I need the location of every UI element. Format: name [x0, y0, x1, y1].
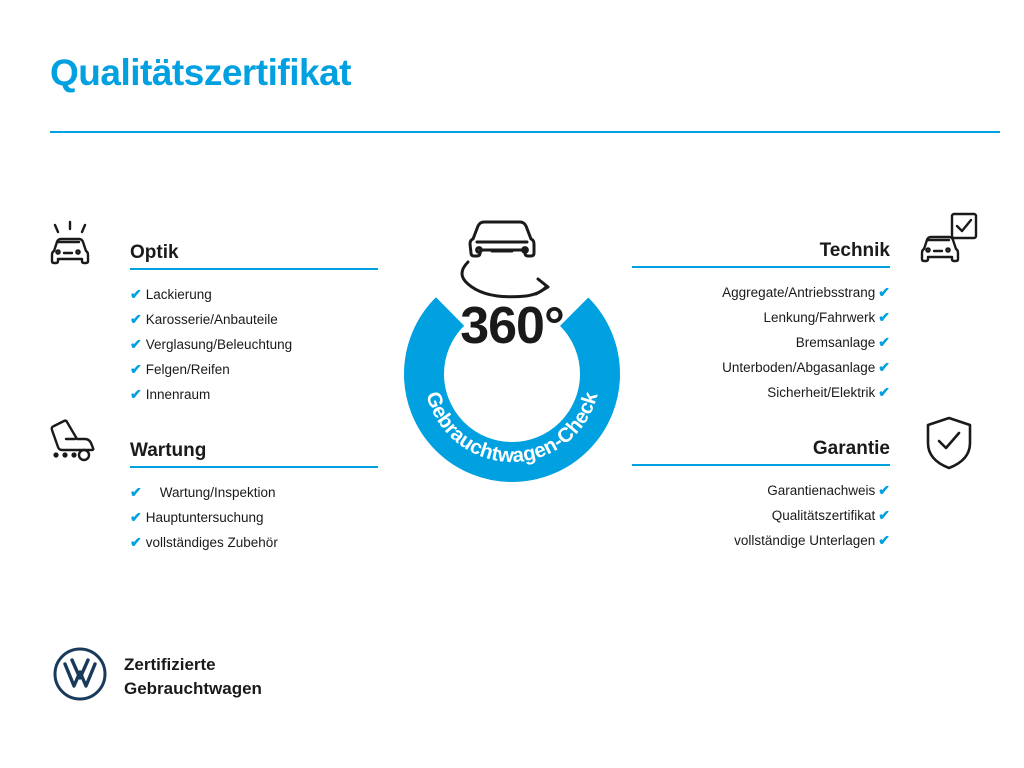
section-items-garantie — [632, 478, 890, 553]
list-item — [632, 528, 890, 553]
list-item — [632, 478, 890, 503]
list-item — [130, 307, 378, 332]
footer-line-1: Zertifizierte — [124, 654, 216, 674]
check-icon: ✔ — [878, 507, 890, 523]
section-optik — [130, 236, 378, 407]
vw-logo-icon — [52, 646, 108, 707]
shield-check-icon — [924, 414, 974, 477]
check-icon: ✔ — [130, 361, 142, 377]
car-lift-icon — [46, 414, 108, 475]
section-technik — [632, 234, 890, 405]
section-divider — [632, 464, 890, 466]
section-divider — [632, 266, 890, 268]
list-item-label: Felgen/Reifen — [145, 362, 230, 377]
check-icon: ✔ — [878, 482, 890, 498]
car-check-icon — [916, 208, 980, 275]
list-item-label: Bremsanlage — [795, 335, 876, 350]
list-item — [632, 330, 890, 355]
check-icon: ✔ — [878, 384, 890, 400]
check-icon: ✔ — [878, 284, 890, 300]
footer-brand — [52, 646, 262, 707]
list-item-label: Unterboden/Abgasanlage — [722, 360, 876, 375]
list-item-label: vollständige Unterlagen — [734, 533, 876, 548]
list-item-label: Karosserie/Anbauteile — [145, 312, 278, 327]
section-garantie — [632, 432, 890, 553]
list-item-label: Wartung/Inspektion — [159, 485, 276, 500]
list-item — [130, 382, 378, 407]
check-icon: ✔ — [130, 484, 142, 500]
list-item — [130, 282, 378, 307]
check-icon: ✔ — [130, 286, 142, 302]
list-item — [130, 505, 378, 530]
section-divider — [130, 268, 378, 270]
list-item — [632, 355, 890, 380]
footer-line-2: Gebrauchtwagen — [124, 678, 262, 698]
list-item-label: Aggregate/Antriebsstrang — [722, 285, 876, 300]
section-items-technik — [632, 280, 890, 405]
list-item — [130, 357, 378, 382]
section-title: Optik — [130, 242, 179, 263]
section-header-wartung — [130, 434, 378, 468]
footer-text — [124, 653, 262, 701]
list-item-label: Hauptuntersuchung — [145, 510, 264, 525]
page-title: Qualitätszertifikat — [50, 52, 351, 93]
section-header-technik — [632, 234, 890, 268]
check-icon: ✔ — [130, 509, 142, 525]
ring-label: Gebrauchtwagen-Check — [421, 388, 603, 468]
check-icon: ✔ — [878, 334, 890, 350]
section-title: Garantie — [812, 438, 890, 459]
list-item — [632, 503, 890, 528]
list-item — [632, 305, 890, 330]
list-item-label: Qualitätszertifikat — [771, 508, 876, 523]
check-badge — [372, 192, 652, 492]
check-icon: ✔ — [130, 386, 142, 402]
list-item — [130, 332, 378, 357]
list-item — [632, 280, 890, 305]
section-header-garantie — [632, 432, 890, 466]
check-icon: ✔ — [878, 532, 890, 548]
check-icon: ✔ — [878, 359, 890, 375]
check-icon: ✔ — [130, 311, 142, 327]
check-icon: ✔ — [130, 534, 142, 550]
badge-value: 360° — [460, 297, 564, 355]
list-item-label: vollständiges Zubehör — [145, 535, 278, 550]
list-item-label: Lenkung/Fahrwerk — [763, 310, 876, 325]
list-item — [130, 530, 378, 555]
list-item-label: Verglasung/Beleuchtung — [145, 337, 293, 352]
section-title: Technik — [819, 240, 890, 261]
section-items-wartung — [130, 480, 378, 555]
check-icon: ✔ — [130, 336, 142, 352]
list-item — [130, 480, 378, 505]
section-wartung — [130, 434, 378, 555]
list-item-label: Garantienachweis — [767, 483, 876, 498]
list-item-label: Sicherheit/Elektrik — [767, 385, 876, 400]
car-rotate-icon — [462, 222, 548, 297]
list-item-label: Lackierung — [145, 287, 212, 302]
section-header-optik — [130, 236, 378, 270]
list-item — [632, 380, 890, 405]
section-items-optik — [130, 282, 378, 407]
check-icon: ✔ — [878, 309, 890, 325]
section-title: Wartung — [130, 440, 207, 461]
list-item-label: Innenraum — [145, 387, 211, 402]
car-front-shine-icon — [46, 212, 108, 279]
title-divider — [50, 131, 1000, 133]
section-divider — [130, 466, 378, 468]
